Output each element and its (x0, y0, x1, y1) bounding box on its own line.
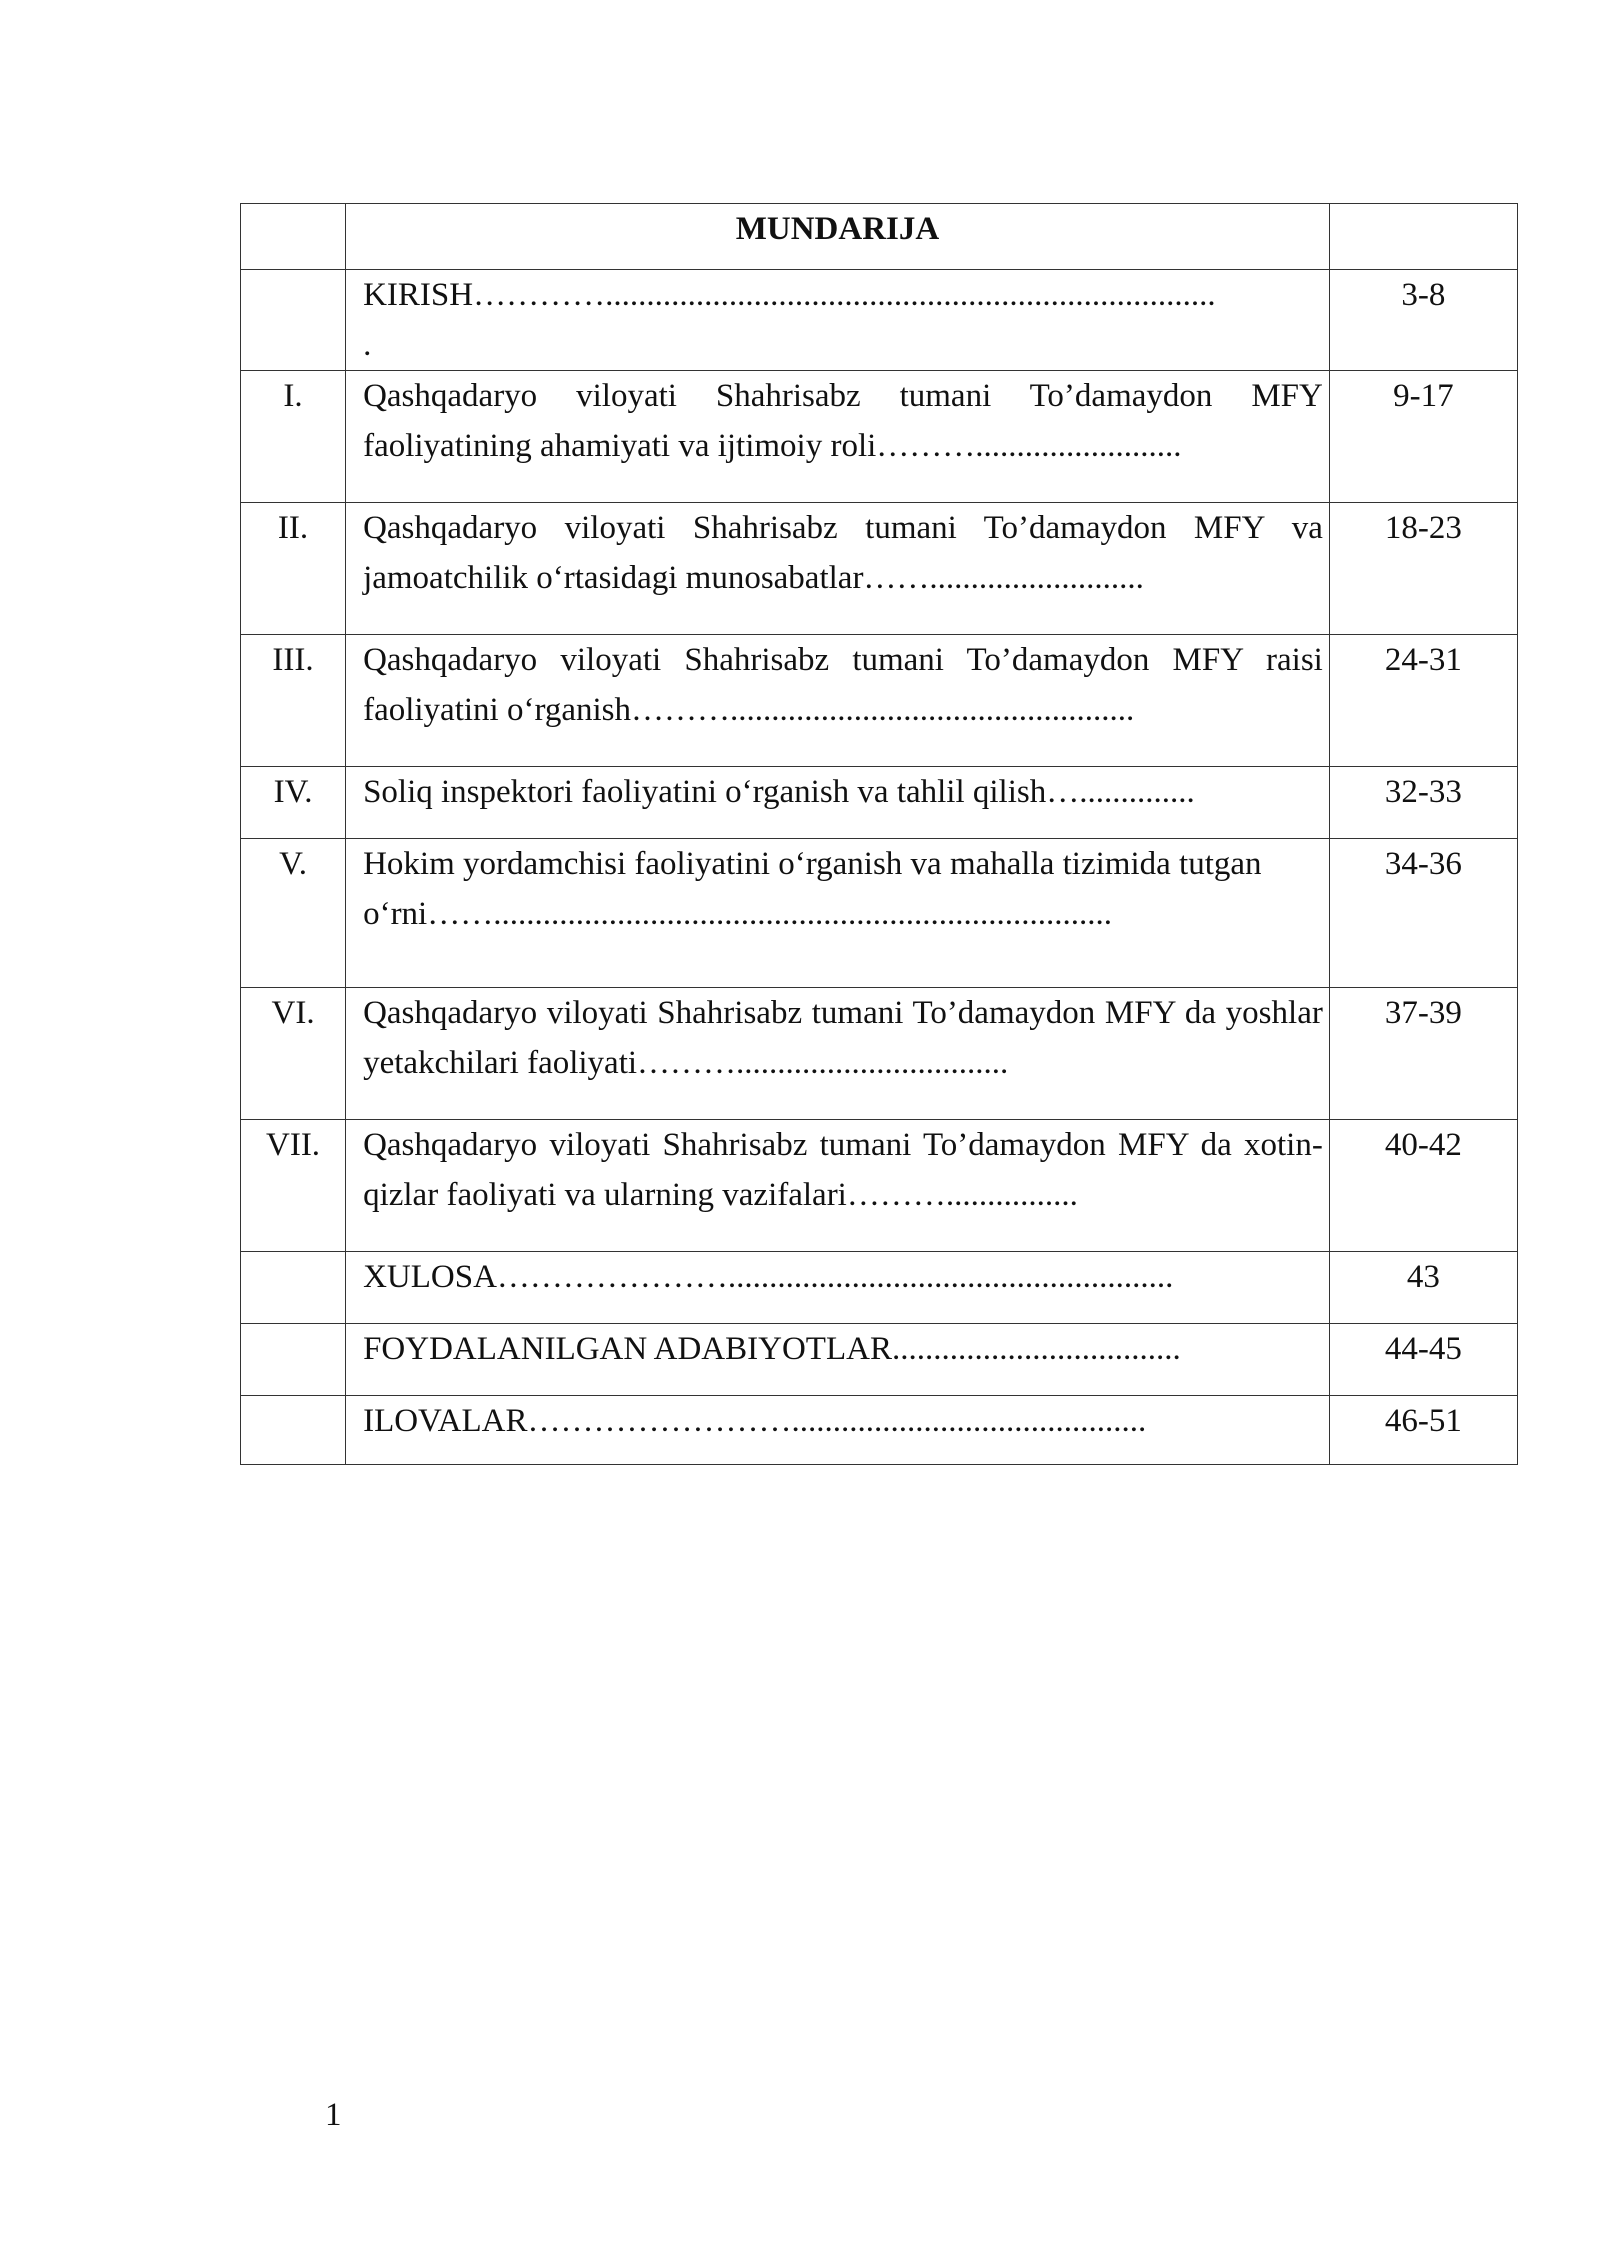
toc-row-title: Qashqadaryo viloyati Shahrisabz tumani To’damaydon MFY da xotin-qizlar faoliyati va ularning vazifalari………................ (346, 1120, 1330, 1252)
toc-row-number (241, 1396, 346, 1465)
toc-header-row (241, 204, 1518, 270)
toc-header-page-cell (1329, 204, 1517, 270)
table-row (241, 988, 1518, 1120)
table-row (241, 1120, 1518, 1252)
toc-row-page: 40-42 (1329, 1120, 1517, 1252)
table-row (241, 1252, 1518, 1324)
toc-row-title: FOYDALANILGAN ADABIYOTLAR................................... (346, 1324, 1330, 1396)
toc-row-number (241, 1324, 346, 1396)
toc-row-number: IV. (241, 767, 346, 839)
toc-row-number: I. (241, 371, 346, 503)
toc-row-page: 9-17 (1329, 371, 1517, 503)
toc-row-page: 24-31 (1329, 635, 1517, 767)
toc-row-page: 37-39 (1329, 988, 1517, 1120)
table-row (241, 1324, 1518, 1396)
toc-row-number (241, 1252, 346, 1324)
toc-row-title: Qashqadaryo viloyati Shahrisabz tumani To’damaydon MFY va jamoatchilik o‘rtasidagi munosabatlar…….......................... (346, 503, 1330, 635)
toc-row-number: III. (241, 635, 346, 767)
toc-header-num-cell (241, 204, 346, 270)
table-row (241, 635, 1518, 767)
toc-row-title-line-2: o‘rni……........................................................................... (363, 896, 1112, 932)
table-row (241, 270, 1518, 371)
toc-row-title: Soliq inspektori faoliyatini o‘rganish va tahlil qilish….............. (346, 767, 1330, 839)
toc-row-number (241, 270, 346, 371)
table-row (241, 371, 1518, 503)
toc-row-page: 43 (1329, 1252, 1517, 1324)
toc-row-title-line: Hokim yordamchisi faoliyatini o‘rganish va mahalla tizimida tutgan (363, 846, 1262, 882)
toc-row-number: VI. (241, 988, 346, 1120)
toc-heading: MUNDARIJA (346, 204, 1330, 270)
toc-row-page: 32-33 (1329, 767, 1517, 839)
toc-row-title-line-2: . (363, 327, 372, 363)
toc-row-title: Qashqadaryo viloyati Shahrisabz tumani To’damaydon MFY da yoshlar yetakchilari faoliyati………................................. (346, 988, 1330, 1120)
page-number: 1 (325, 2097, 342, 2133)
toc-row-title (346, 270, 1330, 371)
toc-row-page: 46-51 (1329, 1396, 1517, 1465)
toc-row-number: II. (241, 503, 346, 635)
table-row (241, 503, 1518, 635)
toc-row-title: Qashqadaryo viloyati Shahrisabz tumani To’damaydon MFY raisi faoliyatini o‘rganish………................................................. (346, 635, 1330, 767)
toc-row-title: Qashqadaryo viloyati Shahrisabz tumani To’damaydon MFY faoliyatining ahamiyati va ijtimoiy roli………......................... (346, 371, 1330, 503)
toc-row-page: 18-23 (1329, 503, 1517, 635)
toc-row-title (346, 839, 1330, 988)
toc-row-page: 34-36 (1329, 839, 1517, 988)
toc-row-number: VII. (241, 1120, 346, 1252)
table-of-contents (240, 203, 1518, 1465)
table-row (241, 839, 1518, 988)
toc-row-page: 3-8 (1329, 270, 1517, 371)
toc-row-page: 44-45 (1329, 1324, 1517, 1396)
toc-row-title: XULOSA…………………...................................................... (346, 1252, 1330, 1324)
toc-row-title-line: KIRISH………….......................................................................... (363, 277, 1216, 313)
toc-row-number: V. (241, 839, 346, 988)
toc-row-title: ILOVALAR……………………........................................... (346, 1396, 1330, 1465)
table-row (241, 767, 1518, 839)
table-row (241, 1396, 1518, 1465)
